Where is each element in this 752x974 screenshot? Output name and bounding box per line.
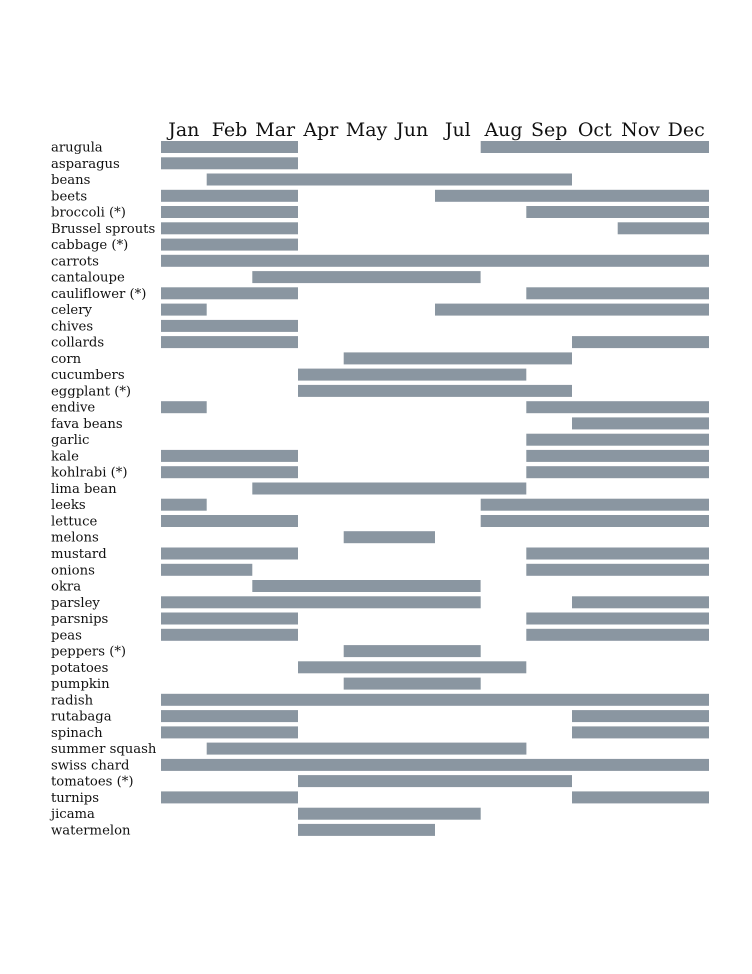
row-label-jicama: jicama xyxy=(51,807,95,823)
row-label-watermelon: watermelon xyxy=(51,823,131,839)
bar-beets-1 xyxy=(161,190,298,202)
bar-endive-2 xyxy=(526,401,709,413)
month-label-nov: Nov xyxy=(621,119,660,141)
row-label-cauliflower: cauliflower (*) xyxy=(51,286,147,302)
month-label-aug: Aug xyxy=(484,119,523,141)
bar-chives-1 xyxy=(161,320,298,332)
bar-cucumbers-1 xyxy=(298,369,526,381)
bar-garlic-1 xyxy=(526,434,709,446)
bar-spinach-2 xyxy=(572,726,709,738)
bar-broccoli-1 xyxy=(161,206,298,218)
row-label-potatoes: potatoes xyxy=(51,660,109,676)
bar-parsley-2 xyxy=(572,596,709,608)
bar-kohlrabi-1 xyxy=(161,466,298,478)
month-label-dec: Dec xyxy=(667,119,705,141)
row-label-tomatoes: tomatoes (*) xyxy=(51,774,134,790)
month-axis xyxy=(166,119,705,141)
bar-mustard-2 xyxy=(526,548,709,560)
crop-labels xyxy=(49,141,157,839)
bar-leeks-1 xyxy=(161,499,207,511)
row-label-beets: beets xyxy=(51,189,88,205)
bar-corn-1 xyxy=(344,352,572,364)
bar-peppers-1 xyxy=(344,645,481,657)
bar-melons-1 xyxy=(344,531,435,543)
season-bars xyxy=(161,141,709,836)
bar-beets-2 xyxy=(435,190,709,202)
row-label-okra: okra xyxy=(51,579,82,595)
bar-collards-1 xyxy=(161,336,298,348)
row-label-corn: corn xyxy=(51,351,82,367)
row-label-eggplant: eggplant (*) xyxy=(51,384,132,400)
row-label-swiss-chard: swiss chard xyxy=(51,758,130,774)
row-label-fava-beans: fava beans xyxy=(51,416,123,432)
bar-celery-1 xyxy=(161,304,207,316)
row-label-collards: collards xyxy=(51,335,105,351)
bar-parsnips-2 xyxy=(526,613,709,625)
bar-turnips-2 xyxy=(572,791,709,803)
row-label-cucumbers: cucumbers xyxy=(51,368,125,384)
bar-onions-2 xyxy=(526,564,709,576)
row-label-parsley: parsley xyxy=(51,595,100,611)
bar-peas-1 xyxy=(161,629,298,641)
bar-beans-1 xyxy=(207,174,572,186)
bar-collards-2 xyxy=(572,336,709,348)
bar-lima-bean-1 xyxy=(252,483,526,495)
month-label-may: May xyxy=(345,119,388,141)
row-label-parsnips: parsnips xyxy=(51,612,109,627)
month-label-jan: Jan xyxy=(168,119,200,141)
row-label-endive: endive xyxy=(51,400,96,416)
bar-fava-beans-1 xyxy=(572,417,709,429)
bar-lettuce-1 xyxy=(161,515,298,527)
bar-swiss-chard-1 xyxy=(161,759,709,771)
bar-broccoli-2 xyxy=(526,206,709,218)
row-label-asparagus: asparagus xyxy=(51,156,120,172)
row-label-broccoli: broccoli (*) xyxy=(51,205,126,221)
month-label-mar: Mar xyxy=(255,119,296,141)
month-label-apr: Apr xyxy=(303,119,339,141)
bar-radish-1 xyxy=(161,694,709,706)
bar-turnips-1 xyxy=(161,791,298,803)
row-label-peppers: peppers (*) xyxy=(51,644,127,660)
row-label-kohlrabi: kohlrabi (*) xyxy=(51,465,128,481)
bar-leeks-2 xyxy=(481,499,709,511)
bar-parsley-1 xyxy=(161,596,481,608)
row-label-beans: beans xyxy=(51,173,91,188)
bar-parsnips-1 xyxy=(161,613,298,625)
bar-mustard-1 xyxy=(161,548,298,560)
row-label-celery: celery xyxy=(51,303,92,319)
bar-rutabaga-1 xyxy=(161,710,298,722)
bar-asparagus-1 xyxy=(161,157,298,169)
bar-brussel-sprouts-1 xyxy=(161,222,298,234)
bar-summer-squash-1 xyxy=(207,743,527,755)
row-label-lettuce: lettuce xyxy=(51,514,98,530)
row-label-pumpkin: pumpkin xyxy=(51,677,110,693)
bar-onions-1 xyxy=(161,564,252,576)
row-label-radish: radish xyxy=(51,693,94,709)
bar-watermelon-1 xyxy=(298,824,435,836)
row-label-mustard: mustard xyxy=(51,547,107,562)
month-label-oct: Oct xyxy=(577,119,612,141)
row-label-rutabaga: rutabaga xyxy=(51,709,112,725)
row-label-summer-squash: summer squash xyxy=(51,742,157,758)
month-label-jun: Jun xyxy=(396,119,429,141)
bar-kale-1 xyxy=(161,450,298,462)
bar-cauliflower-1 xyxy=(161,287,298,299)
bar-cabbage-1 xyxy=(161,239,298,251)
row-label-spinach: spinach xyxy=(51,725,103,741)
bar-cauliflower-2 xyxy=(526,287,709,299)
month-label-sep: Sep xyxy=(530,119,568,141)
row-label-cabbage: cabbage (*) xyxy=(51,238,129,254)
row-label-garlic: garlic xyxy=(51,433,90,449)
row-label-turnips: turnips xyxy=(51,790,100,806)
bar-arugula-1 xyxy=(161,141,298,153)
bar-endive-1 xyxy=(161,401,207,413)
bar-tomatoes-1 xyxy=(298,775,572,787)
month-label-jul: Jul xyxy=(444,119,471,141)
row-label-leeks: leeks xyxy=(51,498,86,514)
row-label-lima-bean: lima bean xyxy=(51,482,117,497)
bar-jicama-1 xyxy=(298,808,481,820)
bar-spinach-1 xyxy=(161,726,298,738)
row-label-melons: melons xyxy=(51,530,99,546)
row-label-chives: chives xyxy=(51,319,94,335)
bar-arugula-2 xyxy=(481,141,709,153)
bar-okra-1 xyxy=(252,580,480,592)
bar-celery-2 xyxy=(435,304,709,316)
row-label-arugula: arugula xyxy=(51,140,103,156)
bar-eggplant-1 xyxy=(298,385,572,397)
bar-lettuce-2 xyxy=(481,515,709,527)
bar-brussel-sprouts-2 xyxy=(618,222,709,234)
row-label-carrots: carrots xyxy=(51,254,99,270)
row-label-kale: kale xyxy=(51,449,79,465)
bar-carrots-1 xyxy=(161,255,709,267)
row-label-brussel-sprouts: Brussel sprouts xyxy=(51,221,156,237)
bar-rutabaga-2 xyxy=(572,710,709,722)
month-label-feb: Feb xyxy=(211,119,248,141)
bar-pumpkin-1 xyxy=(344,678,481,690)
row-label-onions: onions xyxy=(51,563,95,579)
row-label-cantaloupe: cantaloupe xyxy=(51,270,125,286)
bar-kohlrabi-2 xyxy=(526,466,709,478)
bar-kale-2 xyxy=(526,450,709,462)
bar-peas-2 xyxy=(526,629,709,641)
row-label-peas: peas xyxy=(51,628,82,644)
bar-cantaloupe-1 xyxy=(252,271,480,283)
bar-potatoes-1 xyxy=(298,661,526,673)
